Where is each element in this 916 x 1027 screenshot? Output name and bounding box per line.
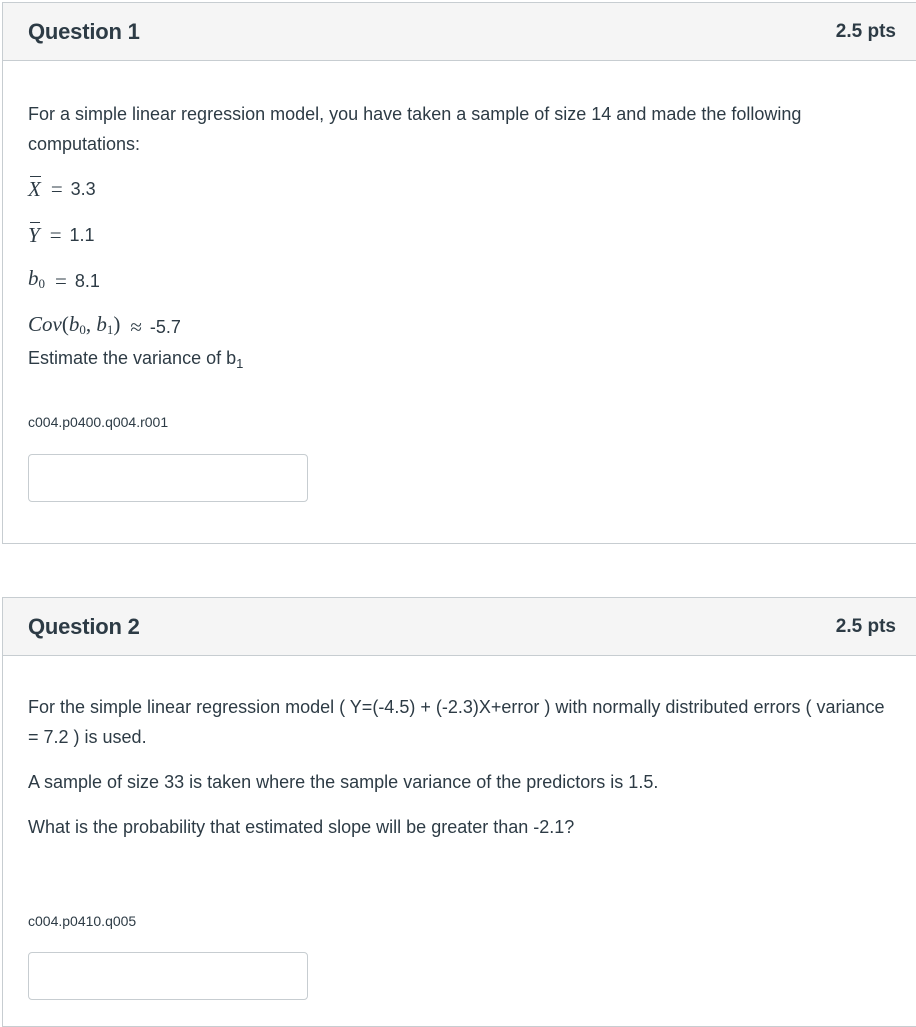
math-symbol: Y [28, 219, 40, 251]
math-symbol: X [28, 173, 41, 205]
approx-sign: ≈ [130, 315, 142, 339]
question-body [3, 99, 916, 502]
equation-value: 8.1 [74, 271, 100, 291]
question-title: Question 2 [28, 613, 140, 639]
equation-value: 3.3 [70, 179, 96, 199]
equals-sign: = [50, 177, 63, 201]
equation-value: 1.1 [69, 225, 95, 245]
question-2-card [2, 597, 916, 1027]
question-text: For a simple linear regression model, you have taken a sample of size 14 and made the following computations: [28, 104, 802, 154]
question-header [3, 3, 916, 61]
answer-input[interactable] [28, 952, 308, 1000]
question-text: A sample of size 33 is taken where the sample variance of the predictors is 1.5. [28, 772, 659, 792]
equals-sign: = [55, 269, 67, 293]
question-1-card [2, 2, 916, 544]
math-symbol: $Cov(b_0$, $b_1$) [28, 312, 121, 337]
question-text: For the simple linear regression model ( Y=(-4.5) + (-2.3)X+error ) with normally distributed errors ( variance = 7.2 ) is used. [28, 697, 885, 747]
equals-sign: = [49, 223, 62, 247]
question-prompt: What is the probability that estimated slope will be greater than -2.1? [28, 817, 575, 837]
equation-ybar [28, 219, 891, 251]
equation-xbar [28, 173, 891, 205]
question-points: 2.5 pts [835, 615, 896, 637]
question-body [3, 692, 916, 1000]
equation-cov [28, 311, 891, 343]
equation-value: -5.7 [149, 317, 181, 337]
question-points: 2.5 pts [835, 20, 896, 42]
equation-b0 [28, 265, 891, 297]
question-header [3, 598, 916, 656]
question-code: c004.p0410.q005 [28, 913, 137, 929]
question-title: Question 1 [28, 18, 140, 44]
question-code: c004.p0400.q004.r001 [28, 414, 169, 430]
answer-input[interactable] [28, 454, 308, 502]
math-symbol: $b_0$ [28, 266, 45, 291]
question-prompt: Estimate the variance of $b_1$ [28, 348, 244, 371]
